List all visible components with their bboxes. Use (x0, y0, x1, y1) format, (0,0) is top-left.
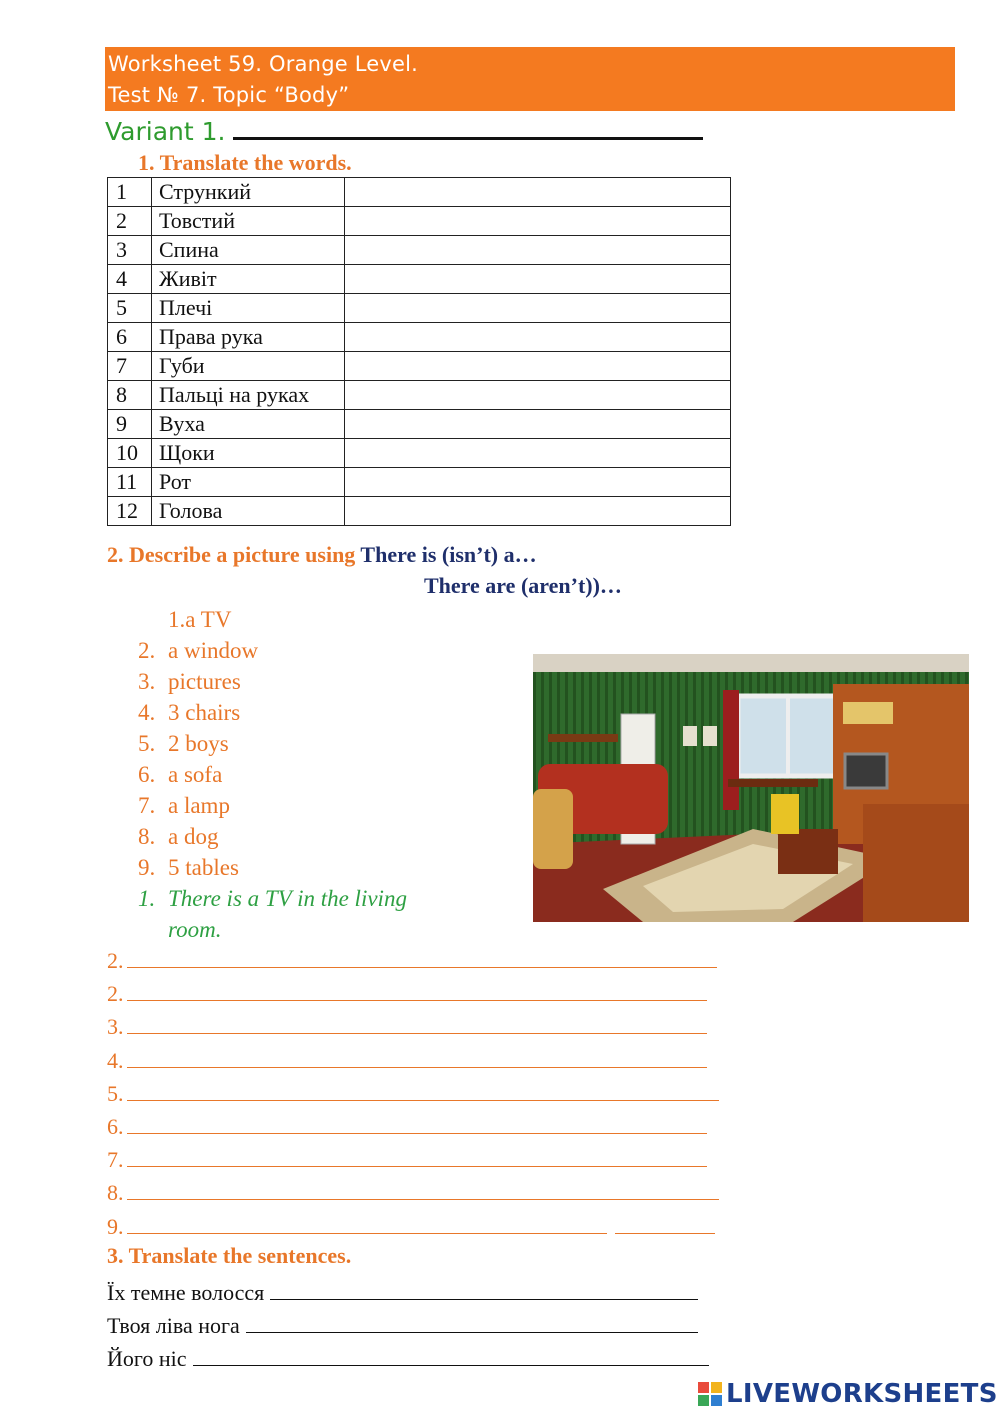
answer-line (107, 1210, 719, 1243)
variant-label: Variant 1. (105, 117, 226, 146)
butterfly-frame (683, 726, 697, 746)
answer-number: 8. (107, 1180, 124, 1206)
chair (778, 829, 838, 874)
answer-blank[interactable] (127, 1080, 719, 1101)
ukrainian-word: Пальці на руках (152, 381, 345, 410)
example-sentence (138, 883, 407, 914)
variant-line (105, 113, 725, 146)
armchair (533, 789, 573, 869)
translate-words-table (107, 177, 731, 526)
row-number: 8 (108, 381, 152, 410)
table-row (108, 236, 731, 265)
answer-blank[interactable] (127, 980, 707, 1001)
sentence-row (107, 1342, 709, 1375)
answer-line (107, 1010, 719, 1043)
answer-line (107, 1143, 719, 1176)
row-number: 9 (108, 410, 152, 439)
worksheet-header (105, 47, 955, 111)
answer-blank-extra[interactable] (615, 1213, 715, 1234)
wall-shelf (548, 734, 618, 742)
item-text: 3 chairs (168, 700, 241, 725)
answer-number: 7. (107, 1147, 124, 1173)
table-row (108, 410, 731, 439)
table-row (108, 178, 731, 207)
answer-blank[interactable] (127, 1213, 607, 1234)
sentence-text: Їх темне волосся (107, 1280, 265, 1305)
ukrainian-word: Права рука (152, 323, 345, 352)
translation-cell[interactable] (345, 410, 731, 439)
row-number: 12 (108, 497, 152, 526)
answer-number: 2. (107, 981, 124, 1007)
answer-blank[interactable] (127, 947, 717, 968)
tv (845, 754, 887, 788)
translation-cell[interactable] (345, 468, 731, 497)
list-item (138, 635, 407, 666)
section-2-title: 2. Describe a picture using (107, 542, 356, 567)
item-text: a lamp (168, 793, 230, 818)
ukrainian-word: Вуха (152, 410, 345, 439)
item-text: 5 tables (168, 855, 239, 880)
section-2-title-row (107, 542, 537, 568)
ukrainian-word: Спина (152, 236, 345, 265)
sentence-row (107, 1276, 709, 1309)
ukrainian-word: Губи (152, 352, 345, 381)
answer-number: 5. (107, 1080, 124, 1106)
answer-number: 6. (107, 1113, 124, 1139)
ukrainian-word: Щоки (152, 439, 345, 468)
row-number: 2 (108, 207, 152, 236)
section-1-title: 1. Translate the words. (138, 150, 352, 175)
list-item: 1.a TV (168, 607, 232, 632)
translation-cell[interactable] (345, 323, 731, 352)
list-item (138, 852, 407, 883)
left-curtain (723, 690, 739, 810)
brand-name: LIVEWORKSHEETS (726, 1379, 998, 1409)
ukrainian-word: Стрункий (152, 178, 345, 207)
answer-line (107, 1176, 719, 1209)
table-row (108, 381, 731, 410)
list-item (138, 821, 407, 852)
table-row (108, 294, 731, 323)
translation-cell[interactable] (345, 497, 731, 526)
answer-line (107, 1077, 719, 1110)
row-number: 3 (108, 236, 152, 265)
sentence-row (107, 1309, 709, 1342)
answer-number: 9. (107, 1213, 124, 1239)
answer-line (107, 944, 719, 977)
ukrainian-word: Голова (152, 497, 345, 526)
living-room-picture (533, 654, 969, 922)
translate-sentences (107, 1276, 709, 1375)
living-room-illustration (533, 654, 969, 922)
phrase-there-are: There are (aren’t))… (424, 573, 622, 598)
row-number: 4 (108, 265, 152, 294)
item-text: pictures (168, 669, 241, 694)
row-number: 10 (108, 439, 152, 468)
sentence-blank[interactable] (270, 1279, 698, 1300)
sentence-text: Твоя ліва нога (107, 1313, 240, 1338)
translation-cell[interactable] (345, 236, 731, 265)
sentence-blank[interactable] (246, 1312, 698, 1333)
translation-cell[interactable] (345, 178, 731, 207)
list-item (138, 666, 407, 697)
item-number: 9. (138, 855, 156, 880)
list-item (138, 728, 407, 759)
answer-blank[interactable] (127, 1146, 707, 1167)
list-item (138, 790, 407, 821)
brand-watermark (697, 1378, 998, 1410)
yellow-clothes (771, 794, 799, 834)
item-number: 6. (138, 762, 156, 787)
table-row (108, 352, 731, 381)
answer-line (107, 1044, 719, 1077)
answer-number: 2. (107, 948, 124, 973)
item-text: a sofa (168, 762, 223, 787)
translation-cell[interactable] (345, 381, 731, 410)
table-row (108, 323, 731, 352)
list-item (138, 759, 407, 790)
table-row (108, 265, 731, 294)
answer-blank[interactable] (127, 1013, 707, 1034)
ukrainian-word: Товстий (152, 207, 345, 236)
answer-line (107, 977, 719, 1010)
example-line-2: room. (168, 917, 222, 942)
ukrainian-word: Рот (152, 468, 345, 497)
row-number: 1 (108, 178, 152, 207)
sentence-text: Його ніс (107, 1346, 187, 1371)
item-number: 7. (138, 793, 156, 818)
item-number: 8. (138, 824, 156, 849)
table-row (108, 497, 731, 526)
butterfly-frame (703, 726, 717, 746)
item-number: 3. (138, 669, 156, 694)
table-row (108, 468, 731, 497)
sentence-blank[interactable] (193, 1345, 709, 1366)
name-blank[interactable] (233, 113, 703, 140)
item-text: a window (168, 638, 259, 663)
answer-line (107, 1110, 719, 1143)
desk (863, 804, 969, 922)
translation-cell[interactable] (345, 439, 731, 468)
liveworksheets-logo-icon (697, 1381, 723, 1407)
translation-cell[interactable] (345, 265, 731, 294)
phrase-there-is: There is (isn’t) a… (360, 542, 537, 567)
header-line-1: Worksheet 59. Orange Level. (108, 52, 419, 76)
example-line-2-row (138, 914, 407, 945)
picture-items-list (138, 604, 407, 945)
ukrainian-word: Плечі (152, 294, 345, 323)
ceiling (533, 654, 969, 672)
item-text: a dog (168, 824, 219, 849)
translation-cell[interactable] (345, 352, 731, 381)
item-number: 4. (138, 700, 156, 725)
section-3-title: 3. Translate the sentences. (107, 1243, 352, 1268)
answer-lines (107, 944, 719, 1243)
answer-blank[interactable] (127, 1047, 707, 1068)
answer-number: 4. (107, 1047, 124, 1073)
row-number: 7 (108, 352, 152, 381)
dining-table (728, 779, 818, 787)
ukrainian-word: Живіт (152, 265, 345, 294)
answer-blank[interactable] (127, 1179, 719, 1200)
answer-blank[interactable] (127, 1113, 707, 1134)
answer-number: 3. (107, 1014, 124, 1040)
row-number: 6 (108, 323, 152, 352)
item-number: 2. (138, 638, 156, 663)
item-text: 2 boys (168, 731, 229, 756)
row-number: 5 (108, 294, 152, 323)
translation-cell[interactable] (345, 294, 731, 323)
item-number: 5. (138, 731, 156, 756)
table-row (108, 439, 731, 468)
translation-cell[interactable] (345, 207, 731, 236)
example-line-1: There is a TV in the living (168, 886, 407, 911)
example-number: 1. (138, 886, 156, 911)
table-row (108, 207, 731, 236)
row-number: 11 (108, 468, 152, 497)
bookshelf (843, 702, 893, 724)
header-line-2: Test № 7. Topic “Body” (108, 83, 350, 107)
list-item (138, 697, 407, 728)
